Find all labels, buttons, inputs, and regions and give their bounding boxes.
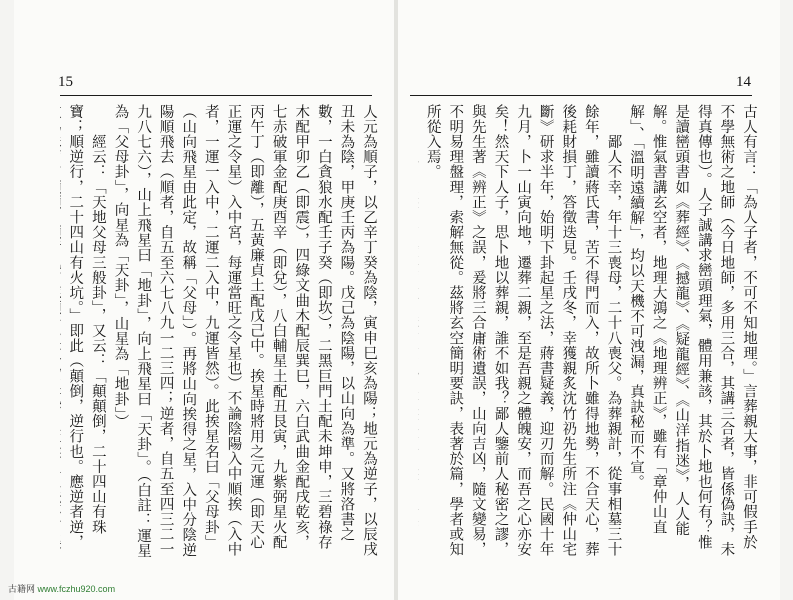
- footer-brand: 古籍网: [8, 584, 36, 594]
- right-page-number: 14: [736, 74, 751, 90]
- right-page-body: 古人有言：「為人子者，不可不知地理。」言葬親大事，非可假手於不學無術之地師（今日地師，多用三合，其講三合者，皆係偽訣，未得真傳也）。人子誠講求巒頭理氣，體用兼該，其於卜地也何有？惟是讀巒頭書如《葬經》、《撼龍》、《疑龍經》、《山洋指迷》，人人能解。惟氣書講玄空者，地理大鴻之《地理辨正》，雖有「章仲山直解」、「溫明遠續解」，均以天機不可洩漏，真訣秘而不宣。 鄙人不幸，年十三喪母，二十八喪父。為葬親計，從事相墓三十餘年，雖讀蔣氏書，苦不得門而入，故所卜雖得地勢，不合天心，葬後耗財損丁，答徵迭見。壬戌冬，幸獲親炙沈竹礽先生所注《仲山宅斷》研求半年，始明下卦起星之法，蔣書疑義，迎刃而解。民國十年九月，卜一山寅向地，遷葬二親，至是吾親之體魄安，而吾之心亦安矣！然天下人子，思卜地以葬親，誰不如我？鄙人鑒前人秘密之謬，與先生著《辨正》之誤，爰將三合庸術遺誤，山向吉凶，隨文變易，不明易理盤理，索解無從。茲將玄空簡明要訣，表著於篇，學者或知所從入焉。: [424, 104, 757, 557]
- footer-watermark: [8, 582, 115, 595]
- left-header-rule: [60, 95, 372, 96]
- book-gutter: [394, 0, 398, 600]
- left-page-body: 人元為順子，以乙辛丁癸為陰，寅申巳亥為陽；地元為逆子，以辰戌丑未為陰，甲庚壬丙為陽。戊己為陰陽，以山向為準。又將洛書之數，一白貪狼水配壬子癸（即坎），二黑巨門土配未坤申，三碧祿存木配甲卯乙（即震），四綠文曲木配辰巽巳，六白武曲金配戌乾亥，七赤破軍金配庚酉辛（即兌），八白輔星土配丑艮寅，九紫弼星火配丙午丁（即離），五黃廉貞土配戊己中。挨星時將用之元運（即天心正運之令星）入中宮，每運當旺之令星也）不論陰陽入中順挨（入中者，一運一入中，二運二入中，九運皆然）。此挨星名曰「父母卦」（山向飛星由此定，故稱「父母」）。再將山向挨得之星，入中分陰逆陽順飛去（順者，自五至六七八九一二三四；逆者，自五至四三二一九八七六），山上飛星曰「地卦」，向上飛星曰「天卦」。（白註：運星為「父母卦」，向星為「天卦」，山星為「地卦」） 經云：「天地父母三般卦」，又云：「顛顛倒，二十四山有珠寶；順逆行，二十四山有火坑。」即此（顛倒，逆行也。應逆者逆，: [67, 104, 377, 559]
- footer-site: www.fczhu920.com: [37, 584, 116, 594]
- left-page-number: 15: [58, 74, 73, 90]
- right-header-rule: [410, 95, 752, 96]
